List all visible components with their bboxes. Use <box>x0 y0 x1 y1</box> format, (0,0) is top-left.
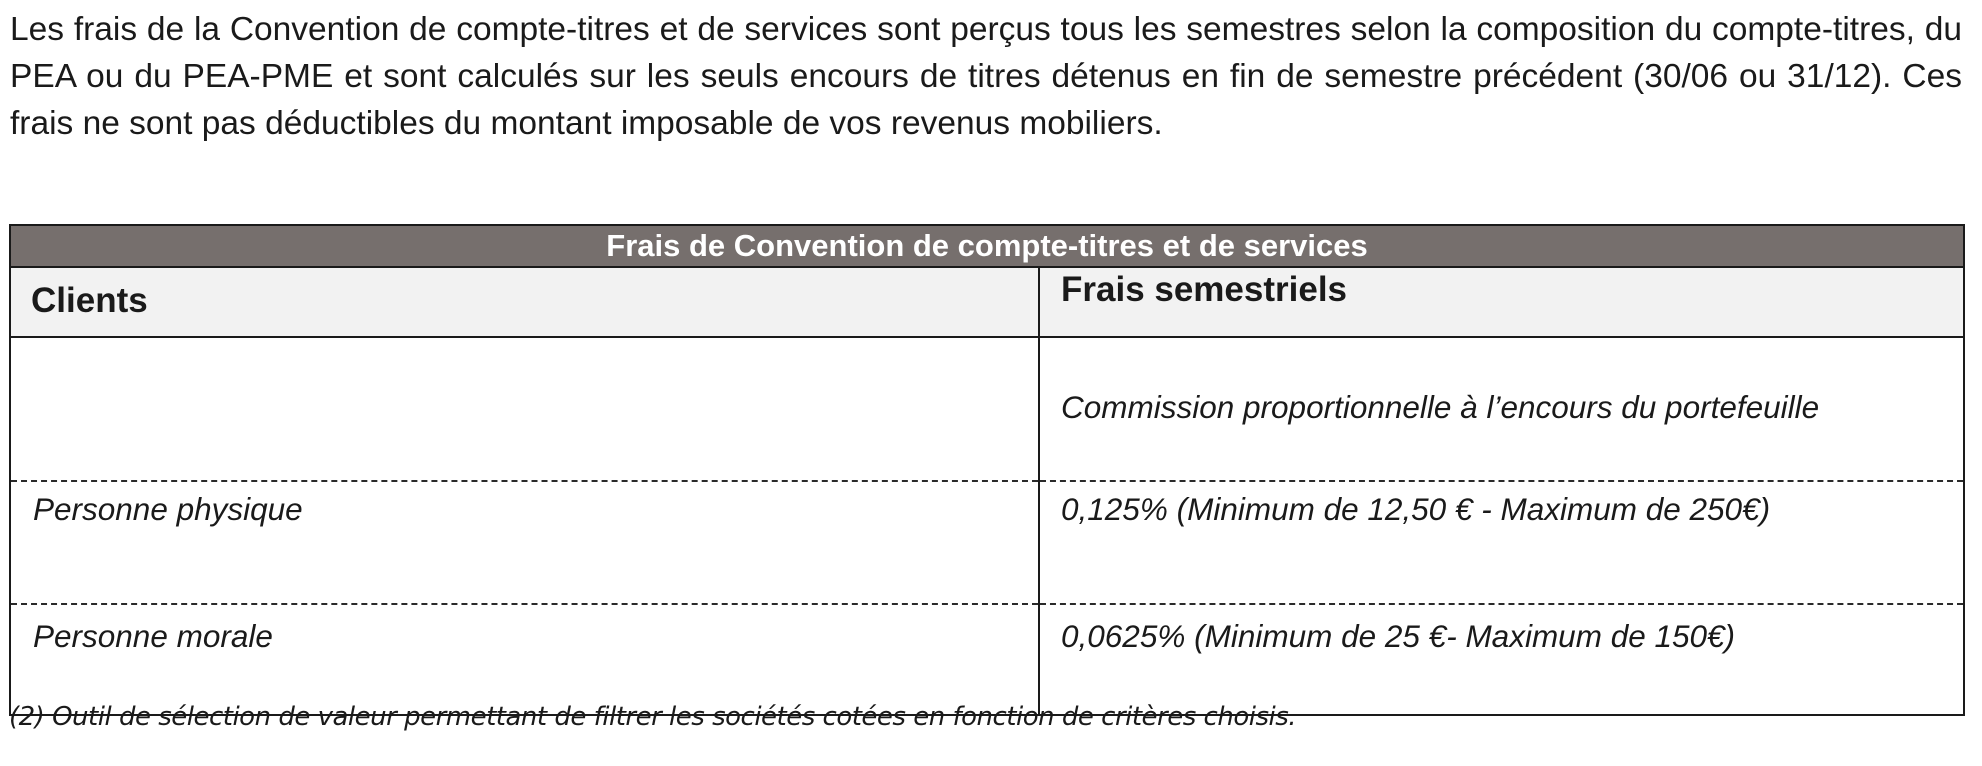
intro-paragraph: Les frais de la Convention de compte-titres et de services sont perçus tous les semestres selon la composition du compte-titres, du PEA ou du PEA-PME et sont calculés sur les seuls encours de titres détenus en fin de semestre précédent (30/06 ou 31/12). Ces frais ne sont pas déductibles du montant imposable de vos revenus mobiliers. <box>10 11 1962 142</box>
table-row <box>10 481 1964 604</box>
table-header-row <box>10 267 1964 337</box>
frais-cell: Commission proportionnelle à l’encours du portefeuille <box>1039 337 1964 481</box>
frais-cell: 0,125% (Minimum de 12,50 € - Maximum de 250€) <box>1039 481 1964 604</box>
footnote: (2) Outil de sélection de valeur permettant de filtrer les sociétés cotées en fonction de critères choisis. <box>9 702 1297 732</box>
client-cell: Personne morale <box>10 604 1039 715</box>
table-row <box>10 337 1964 481</box>
client-cell <box>10 337 1039 481</box>
table-row <box>10 604 1964 715</box>
table-caption-row <box>10 225 1964 267</box>
table-caption: Frais de Convention de compte-titres et de services <box>10 225 1964 267</box>
fees-table <box>9 224 1965 716</box>
frais-cell: 0,0625% (Minimum de 25 €- Maximum de 150€) <box>1039 604 1964 715</box>
header-frais-semestriels: Frais semestriels <box>1039 267 1964 337</box>
header-clients: Clients <box>10 267 1039 337</box>
client-cell: Personne physique <box>10 481 1039 604</box>
